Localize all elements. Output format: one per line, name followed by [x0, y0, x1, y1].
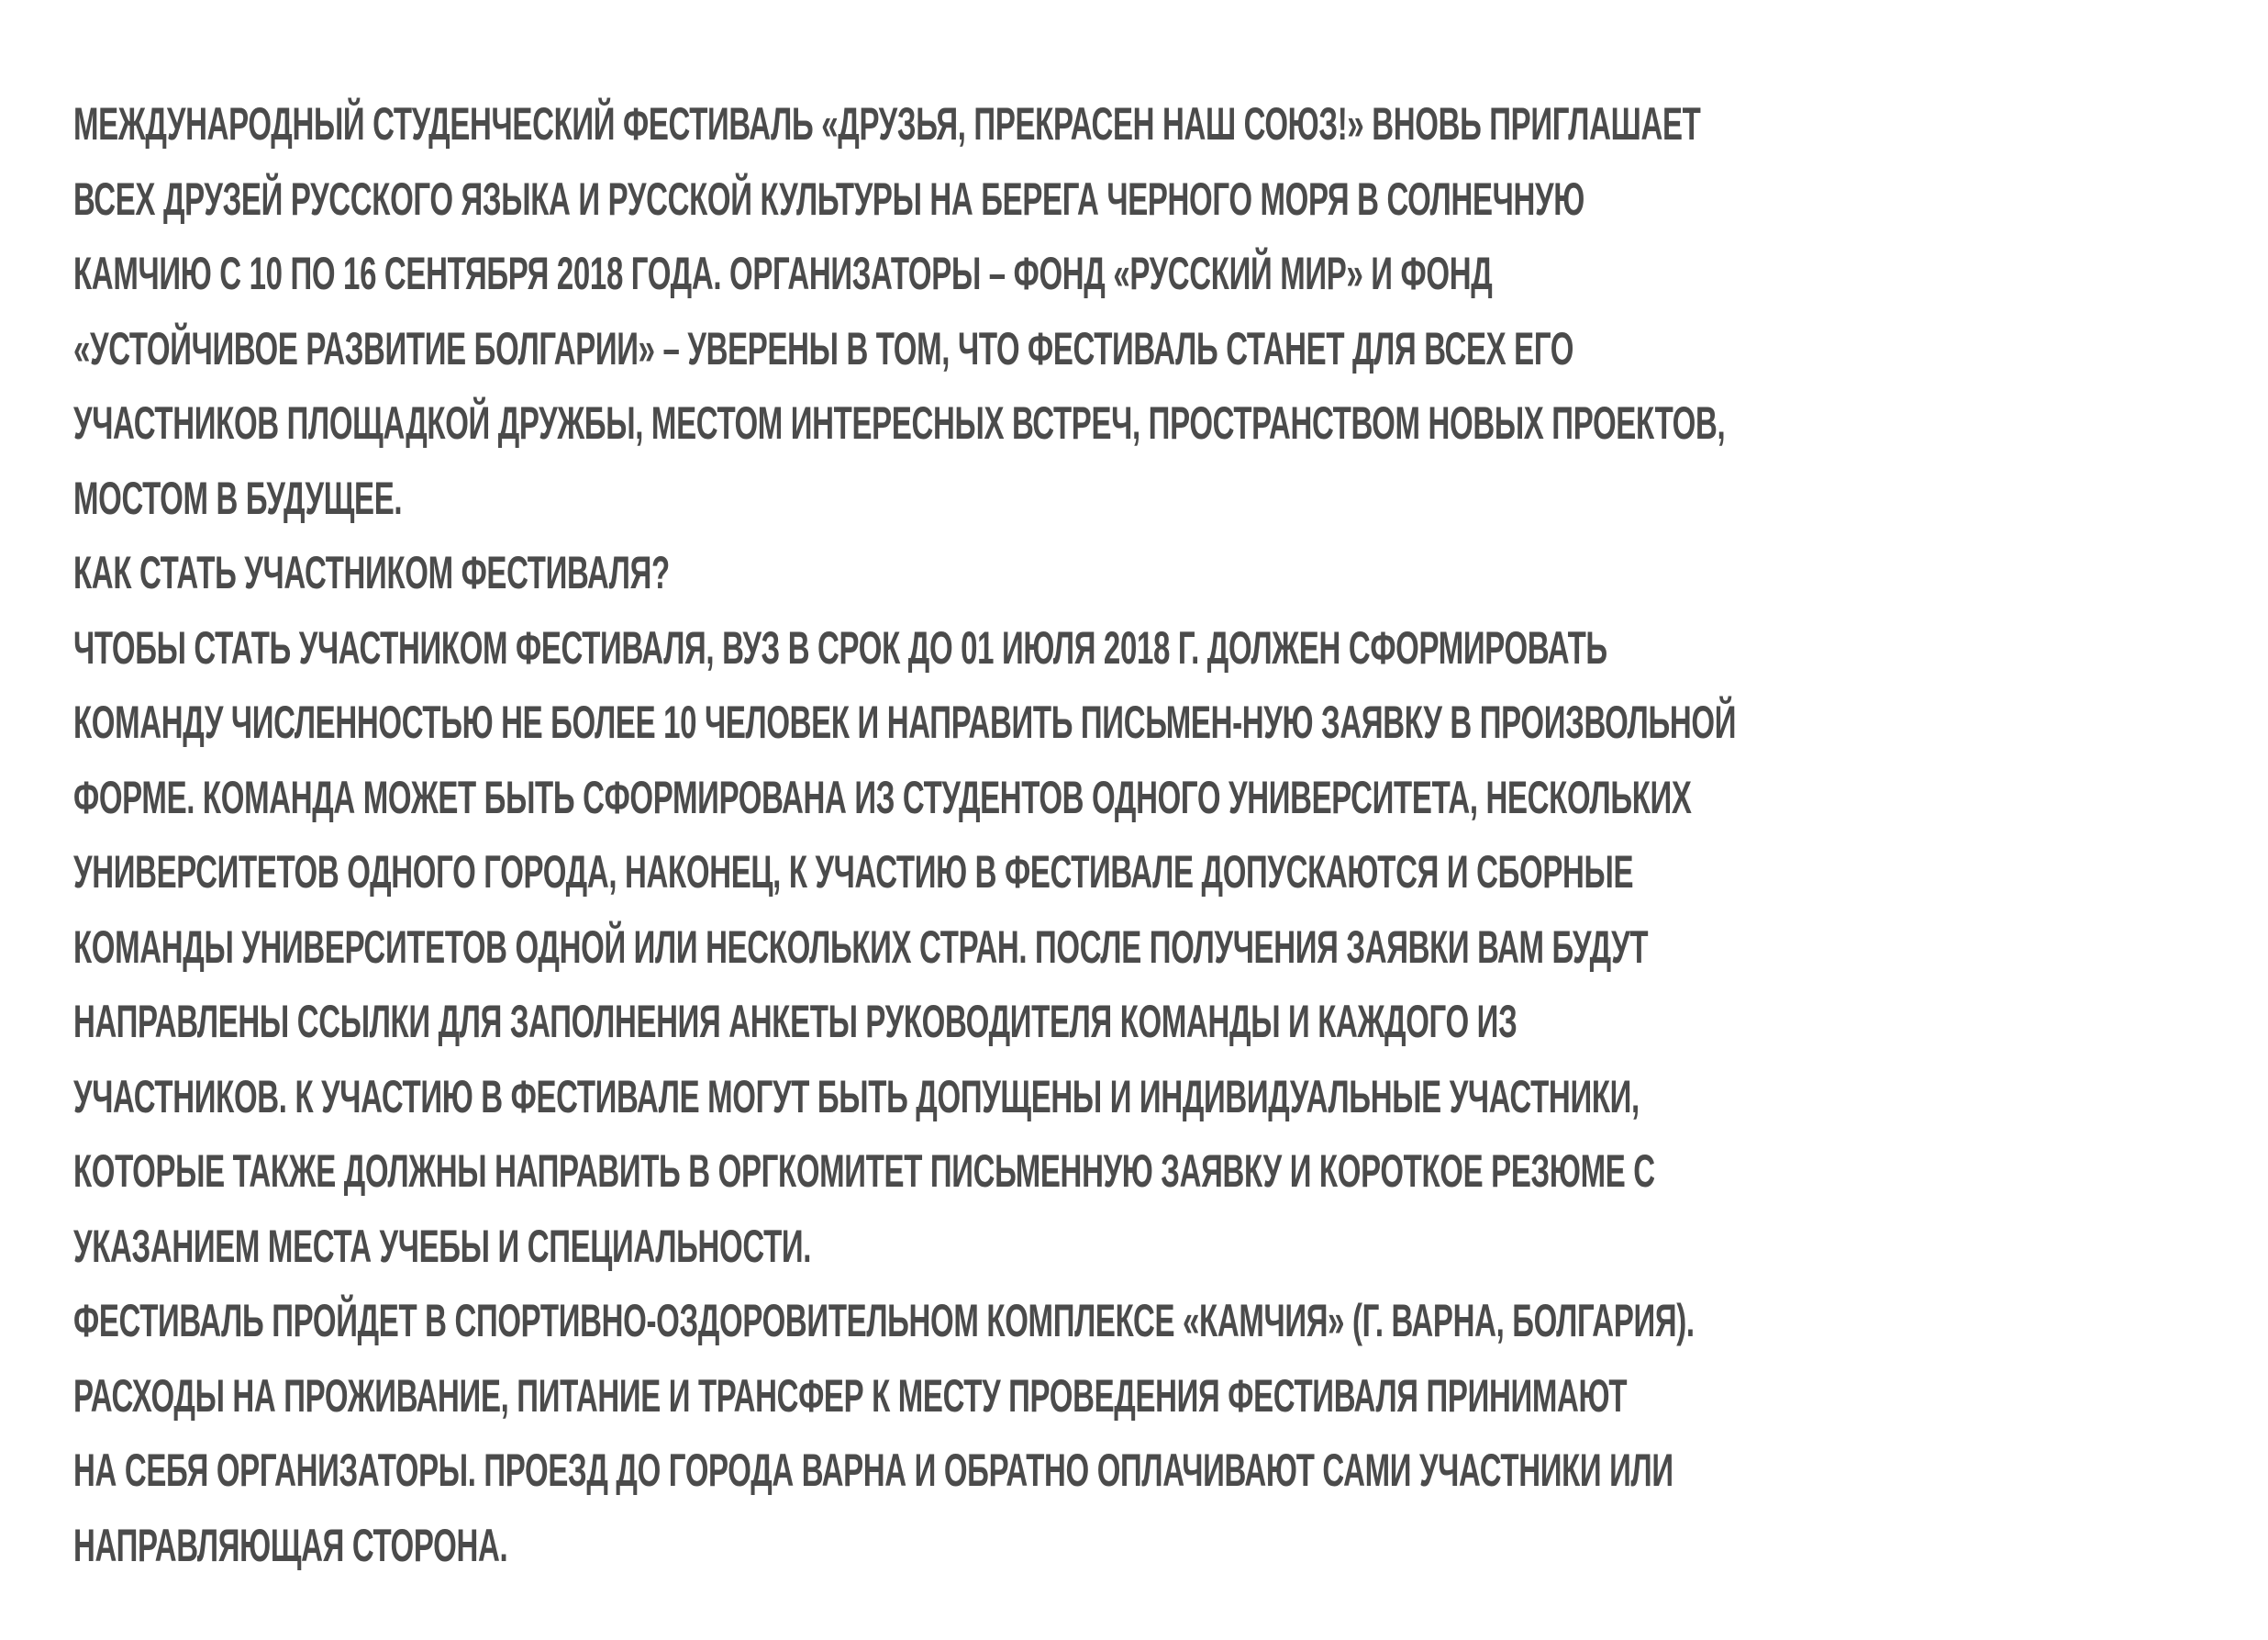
- intro-line-4: «УСТОЙЧИВОЕ РАЗВИТИЕ БОЛГАРИИ» – УВЕРЕНЫ В ТОМ, ЧТО ФЕСТИВАЛЬ СТАНЕТ ДЛЯ ВСЕХ ЕГО: [73, 322, 1574, 374]
- participation-line-9: УКАЗАНИЕМ МЕСТА УЧЕБЫ И СПЕЦИАЛЬНОСТИ.: [73, 1220, 812, 1272]
- intro-line-5: УЧАСТНИКОВ ПЛОЩАДКОЙ ДРУЖБЫ, МЕСТОМ ИНТЕРЕСНЫХ ВСТРЕЧ, ПРОСТРАНСТВОМ НОВЫХ ПРОЕКТОВ,: [73, 397, 1726, 449]
- intro-line-2: ВСЕХ ДРУЗЕЙ РУССКОГО ЯЗЫКА И РУССКОЙ КУЛЬТУРЫ НА БЕРЕГА ЧЕРНОГО МОРЯ В СОЛНЕЧНУЮ: [73, 173, 1584, 225]
- venue-line-2: РАСХОДЫ НА ПРОЖИВАНИЕ, ПИТАНИЕ И ТРАНСФЕР К МЕСТУ ПРОВЕДЕНИЯ ФЕСТИВАЛЯ ПРИНИМАЮТ: [73, 1369, 1628, 1422]
- intro-line-6: МОСТОМ В БУДУЩЕЕ.: [73, 472, 403, 524]
- participation-line-7: УЧАСТНИКОВ. К УЧАСТИЮ В ФЕСТИВАЛЕ МОГУТ БЫТЬ ДОПУЩЕНЫ И ИНДИВИДУАЛЬНЫЕ УЧАСТНИКИ,: [73, 1070, 1640, 1122]
- section-heading: КАК СТАТЬ УЧАСТНИКОМ ФЕСТИВАЛЯ?: [73, 547, 670, 598]
- venue-line-4: НАПРАВЛЯЮЩАЯ СТОРОНА.: [73, 1519, 508, 1571]
- venue-line-3: НА СЕБЯ ОРГАНИЗАТОРЫ. ПРОЕЗД ДО ГОРОДА ВАРНА И ОБРАТНО ОПЛАЧИВАЮТ САМИ УЧАСТНИКИ ИЛИ: [73, 1445, 1673, 1496]
- participation-line-1: ЧТОБЫ СТАТЬ УЧАСТНИКОМ ФЕСТИВАЛЯ, ВУЗ В СРОК ДО 01 ИЮЛЯ 2018 Г. ДОЛЖЕН СФОРМИРОВАТЬ: [73, 621, 1607, 674]
- participation-line-5: КОМАНДЫ УНИВЕРСИТЕТОВ ОДНОЙ ИЛИ НЕСКОЛЬКИХ СТРАН. ПОСЛЕ ПОЛУЧЕНИЯ ЗАЯВКИ ВАМ БУДУТ: [73, 920, 1649, 973]
- intro-line-3: КАМЧИЮ С 10 ПО 16 СЕНТЯБРЯ 2018 ГОДА. ОРГАНИЗАТОРЫ – ФОНД «РУССКИЙ МИР» И ФОНД: [73, 248, 1493, 299]
- participation-line-2: КОМАНДУ ЧИСЛЕННОСТЬЮ НЕ БОЛЕЕ 10 ЧЕЛОВЕК И НАПРАВИТЬ ПИСЬМЕН-НУЮ ЗАЯВКУ В ПРОИЗВОЛЬНОЙ: [73, 697, 1737, 748]
- participation-line-3: ФОРМЕ. КОМАНДА МОЖЕТ БЫТЬ СФОРМИРОВАНА ИЗ СТУДЕНТОВ ОДНОГО УНИВЕРСИТЕТА, НЕСКОЛЬКИХ: [73, 771, 1692, 823]
- participation-line-6: НАПРАВЛЕНЫ ССЫЛКИ ДЛЯ ЗАПОЛНЕНИЯ АНКЕТЫ РУКОВОДИТЕЛЯ КОМАНДЫ И КАЖДОГО ИЗ: [73, 996, 1518, 1047]
- venue-line-1: ФЕСТИВАЛЬ ПРОЙДЕТ В СПОРТИВНО-ОЗДОРОВИТЕЛЬНОМ КОМПЛЕКСЕ «КАМЧИЯ» (Г. ВАРНА, БОЛГАРИЯ).: [73, 1295, 1695, 1346]
- document-body: [73, 87, 2248, 1583]
- intro-line-1: МЕЖДУНАРОДНЫЙ СТУДЕНЧЕСКИЙ ФЕСТИВАЛЬ «ДРУЗЬЯ, ПРЕКРАСЕН НАШ СОЮЗ!» ВНОВЬ ПРИГЛАШАЕТ: [73, 98, 1701, 150]
- participation-line-4: УНИВЕРСИТЕТОВ ОДНОГО ГОРОДА, НАКОНЕЦ, К УЧАСТИЮ В ФЕСТИВАЛЕ ДОПУСКАЮТСЯ И СБОРНЫЕ: [73, 846, 1634, 898]
- participation-line-8: КОТОРЫЕ ТАКЖЕ ДОЛЖНЫ НАПРАВИТЬ В ОРГКОМИТЕТ ПИСЬМЕННУЮ ЗАЯВКУ И КОРОТКОЕ РЕЗЮМЕ С: [73, 1145, 1655, 1197]
